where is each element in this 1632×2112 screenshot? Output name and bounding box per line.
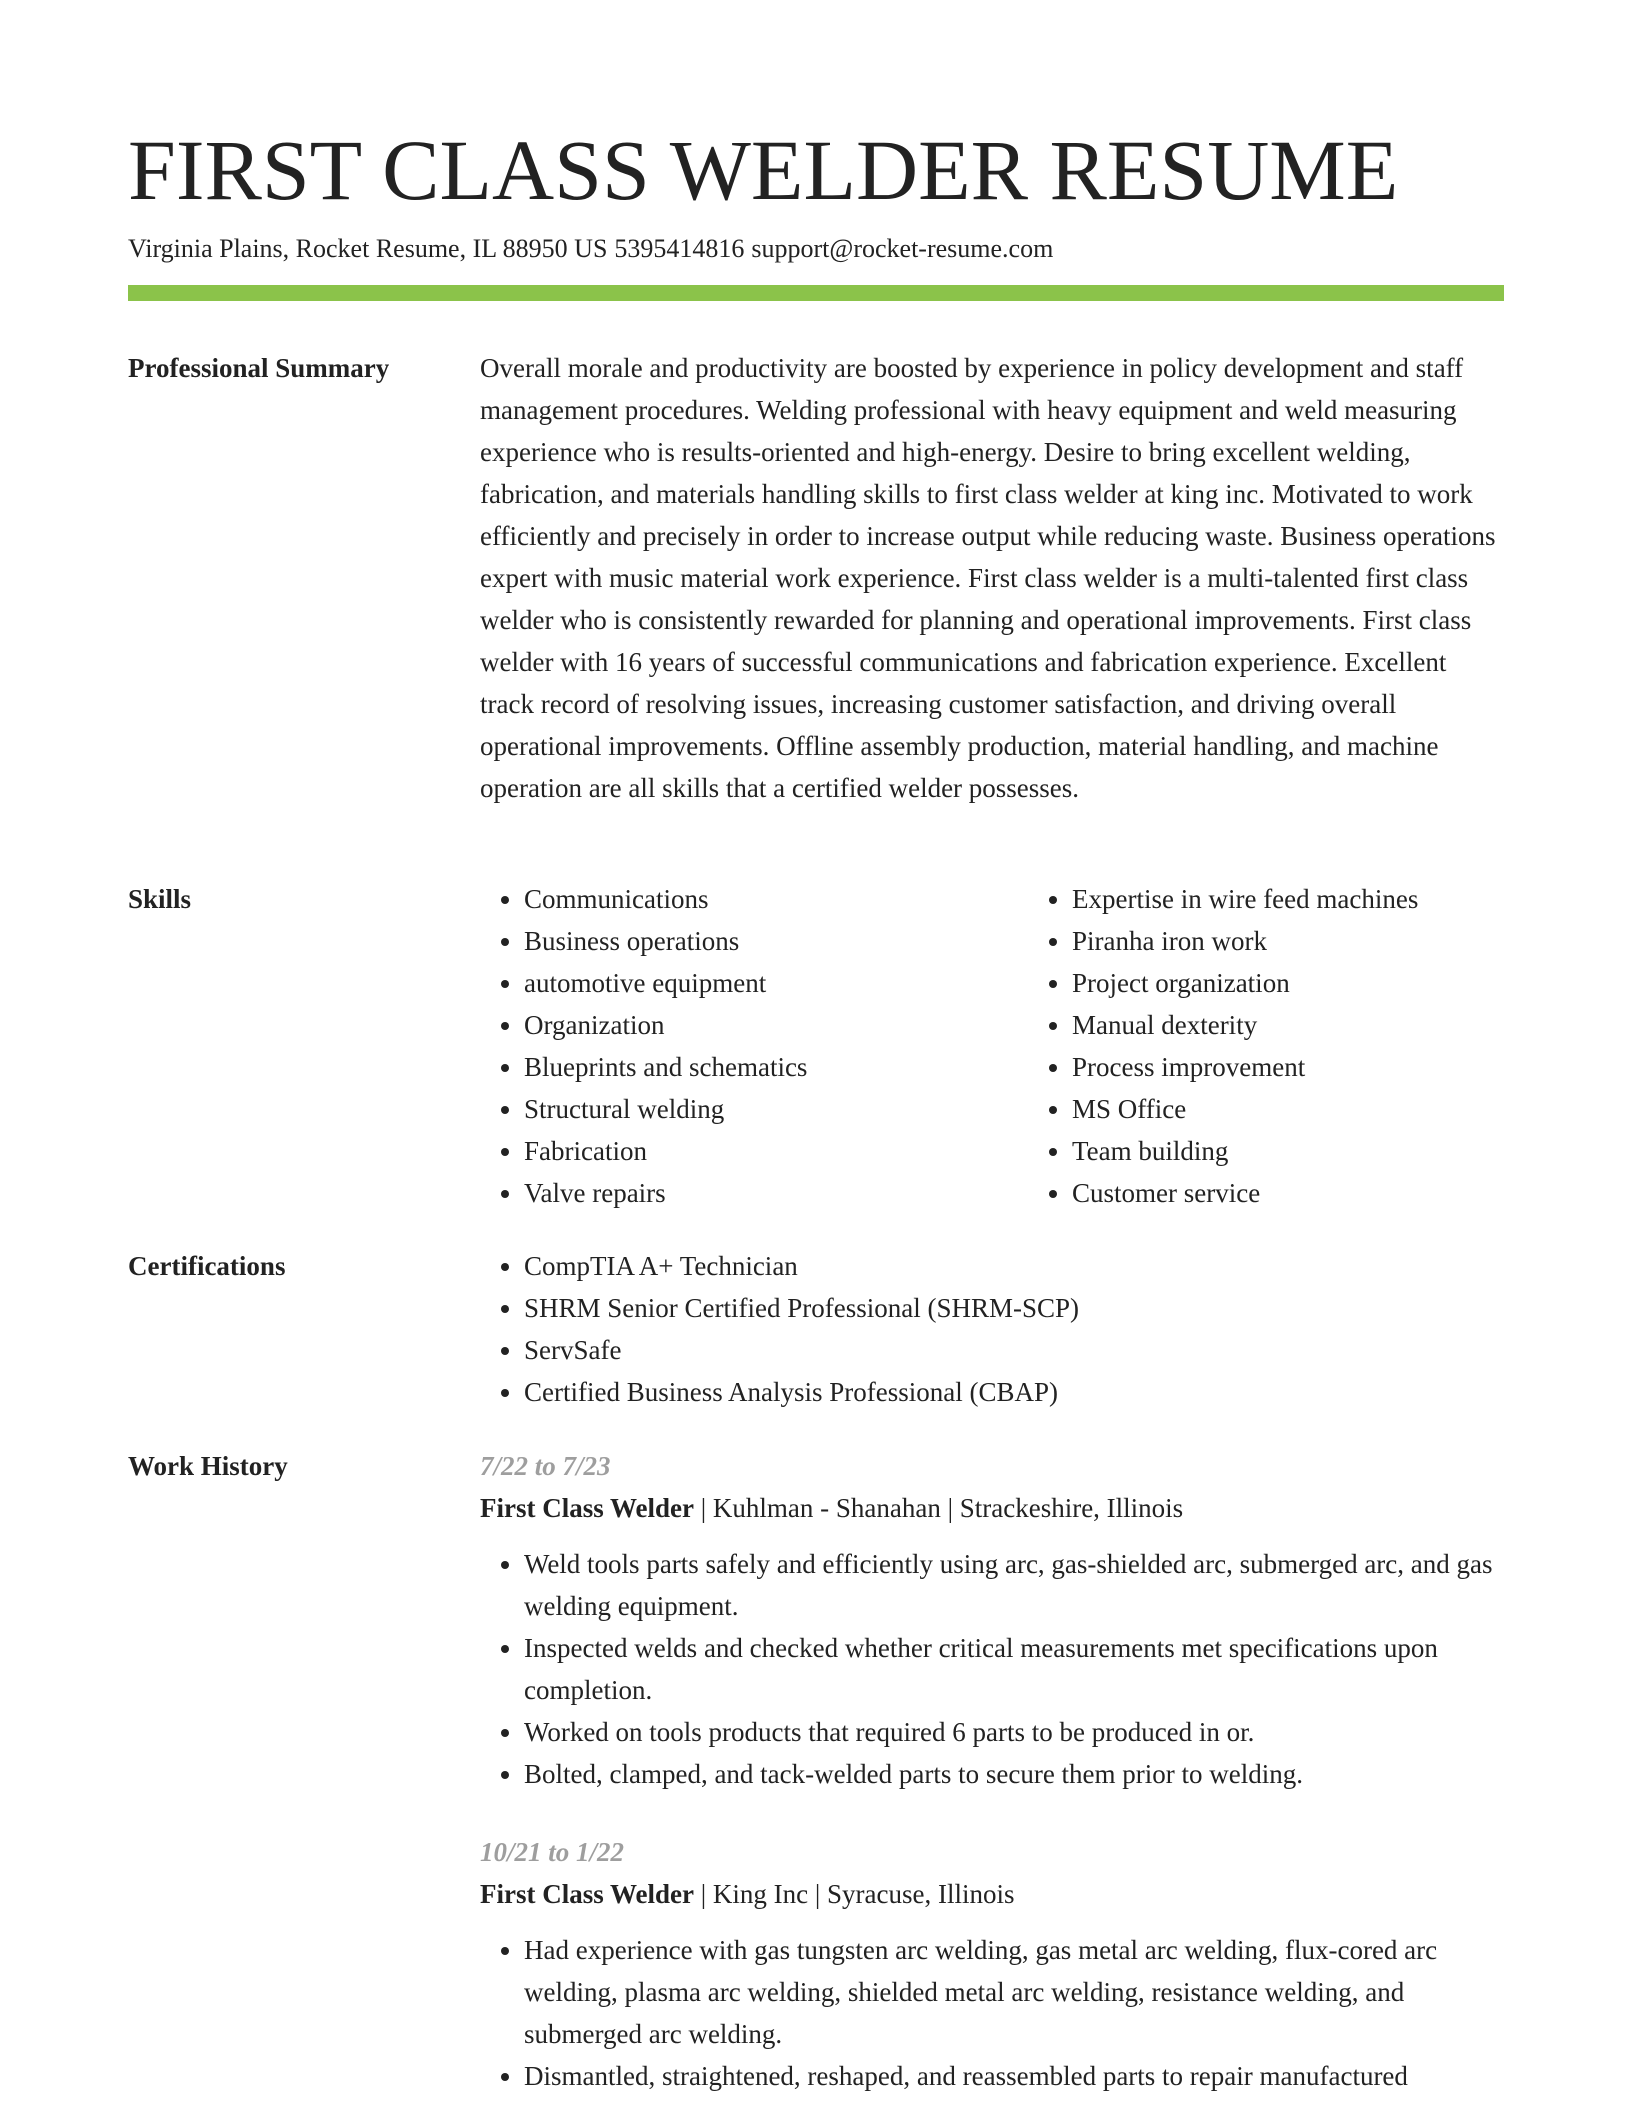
- skill-item: • Piranha iron work: [1072, 920, 1576, 962]
- skill-item: • Business operations: [524, 920, 1028, 962]
- skill-item: • Expertise in wire feed machines: [1072, 878, 1576, 920]
- job-bullets: [480, 1929, 1504, 2097]
- section-label-certifications: Certifications: [128, 1251, 286, 1281]
- skills-section: [128, 878, 1504, 1214]
- contact-address: Virginia Plains, Rocket Resume, IL 88950 US: [128, 234, 608, 263]
- certifications-section: [128, 1245, 1504, 1413]
- skill-item: • Customer service: [1072, 1172, 1576, 1214]
- certification-item: • SHRM Senior Certified Professional (SHRM-SCP): [524, 1287, 1504, 1329]
- skill-item: • Fabrication: [524, 1130, 1028, 1172]
- summary-text: Overall morale and productivity are boosted by experience in policy development and staff management procedures. Welding professional with heavy equipment and weld measuring experience who is results-oriented and high-energy. Desire to bring excellent welding, fabrication, and materials handling skills to first class welder at king inc. Motivated to work efficiently and precisely in order to increase output while reducing waste. Business operations expert with music material work experience. First class welder is a multi-talented first class welder who is consistently rewarded for planning and operational improvements. First class welder with 16 years of successful communications and fabrication experience. Excellent track record of resolving issues, increasing customer satisfaction, and driving overall operational improvements. Offline assembly production, material handling, and machine operation are all skills that a certified welder possesses.: [480, 353, 1496, 803]
- job-bullet: • Weld tools parts safely and efficiently using arc, gas-shielded arc, submerged arc, and gas welding equipment.: [524, 1543, 1504, 1627]
- job-entry: [480, 1831, 1504, 2097]
- certification-item: • Certified Business Analysis Professional (CBAP): [524, 1371, 1504, 1413]
- contact-line: [128, 232, 1053, 266]
- section-label-work-history: Work History: [128, 1451, 288, 1481]
- skill-item: • Organization: [524, 1004, 1028, 1046]
- job-dates: 10/21 to 1/22: [480, 1837, 625, 1867]
- contact-email: support@rocket-resume.com: [751, 234, 1054, 263]
- skills-list-right: [1028, 878, 1576, 1214]
- skill-item: • Process improvement: [1072, 1046, 1576, 1088]
- job-bullet: • Bolted, clamped, and tack-welded parts to secure them prior to welding.: [524, 1753, 1504, 1795]
- work-history-section: [128, 1445, 1504, 2097]
- job-heading: [480, 1873, 1504, 1915]
- job-details: | King Inc | Syracuse, Illinois: [700, 1879, 1015, 1909]
- resume-title: FIRST CLASS WELDER RESUME: [128, 122, 1399, 218]
- contact-phone: 5395414816: [614, 234, 745, 263]
- job-entry: [480, 1445, 1504, 1795]
- certifications-list: [480, 1245, 1504, 1413]
- summary-section: [128, 347, 1504, 809]
- certification-item: • CompTIA A+ Technician: [524, 1245, 1504, 1287]
- skill-item: • Project organization: [1072, 962, 1576, 1004]
- job-bullet: • Dismantled, straightened, reshaped, and reassembled parts to repair manufactured: [524, 2055, 1504, 2097]
- section-label-summary: Professional Summary: [128, 353, 390, 383]
- job-bullet: • Had experience with gas tungsten arc welding, gas metal arc welding, flux-cored arc welding, plasma arc welding, shielded metal arc welding, resistance welding, and submerged arc welding.: [524, 1929, 1504, 2055]
- skill-item: • automotive equipment: [524, 962, 1028, 1004]
- section-label-skills: Skills: [128, 884, 192, 914]
- header-divider: [128, 285, 1504, 301]
- skill-item: • Manual dexterity: [1072, 1004, 1576, 1046]
- job-title: First Class Welder: [480, 1493, 694, 1523]
- job-bullet: • Inspected welds and checked whether critical measurements met specifications upon completion.: [524, 1627, 1504, 1711]
- skill-item: • Blueprints and schematics: [524, 1046, 1028, 1088]
- job-title: First Class Welder: [480, 1879, 694, 1909]
- skill-item: • Communications: [524, 878, 1028, 920]
- certification-item: • ServSafe: [524, 1329, 1504, 1371]
- skill-item: • MS Office: [1072, 1088, 1576, 1130]
- skills-list-left: [480, 878, 1028, 1214]
- job-bullet: • Worked on tools products that required 6 parts to be produced in or.: [524, 1711, 1504, 1753]
- job-dates: 7/22 to 7/23: [480, 1451, 611, 1481]
- job-bullets: [480, 1543, 1504, 1795]
- skill-item: • Structural welding: [524, 1088, 1028, 1130]
- skill-item: • Valve repairs: [524, 1172, 1028, 1214]
- job-heading: [480, 1487, 1504, 1529]
- skill-item: • Team building: [1072, 1130, 1576, 1172]
- job-details: | Kuhlman - Shanahan | Strackeshire, Illinois: [700, 1493, 1184, 1523]
